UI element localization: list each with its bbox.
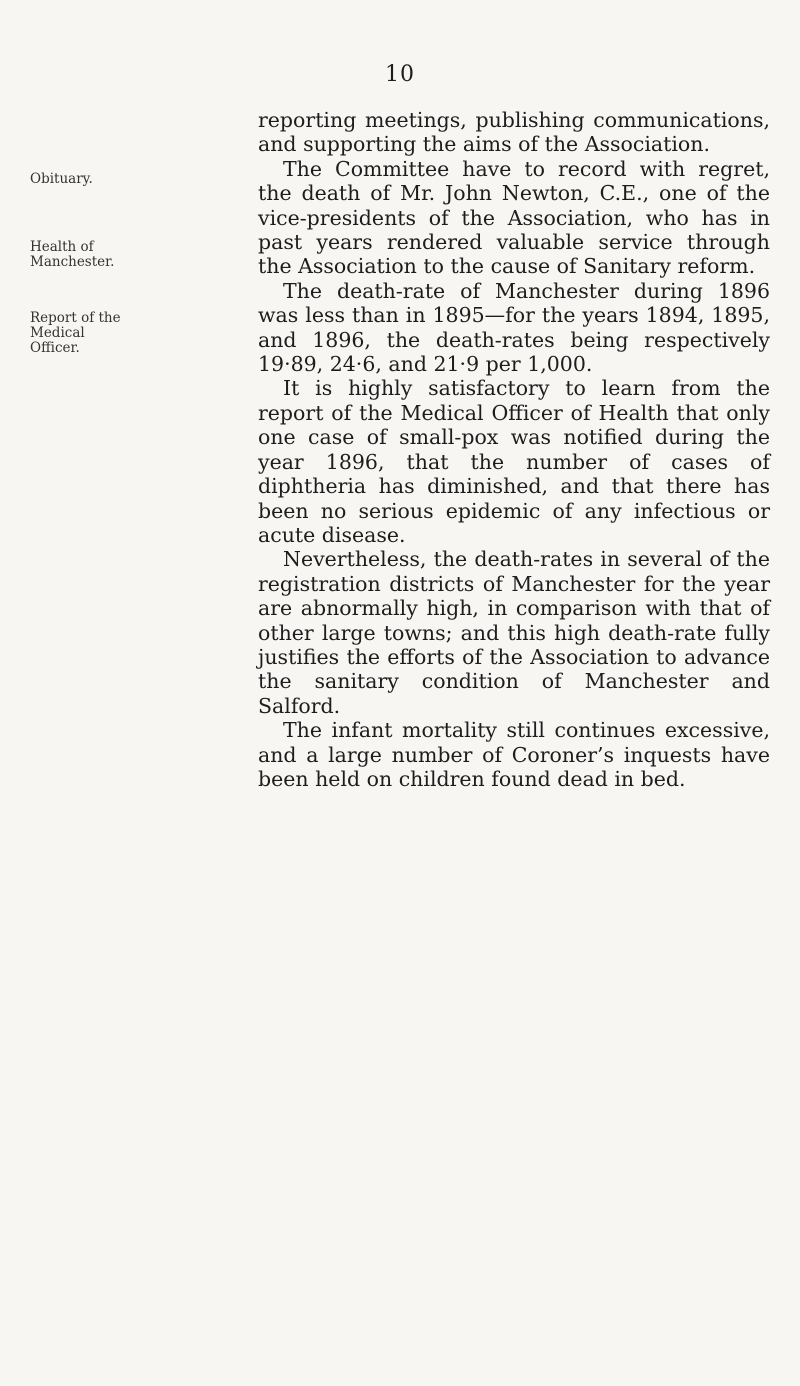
paragraph-continuation: reporting meetings, publishing communications, and supporting the aims of the Association.: [258, 108, 770, 157]
sidenote-report-of-medical-officer: Report of the Medical Officer.: [30, 310, 121, 356]
page-number: 10: [385, 62, 415, 87]
body-text: [258, 108, 770, 791]
paragraph-registration-districts: Nevertheless, the death-rates in several of the registration districts of Manchester for the year are abnormally high, in comparison with that of other large towns; and this high death-rate fully justifies the efforts of the Association to advance the sanitary condition of Manchester and Salford.: [258, 547, 770, 718]
paragraph-death-rate: The death-rate of Manchester during 1896 was less than in 1895—for the years 1894, 1895, and 1896, the death-rates being respectively 19·89, 24·6, and 21·9 per 1,000.: [258, 278, 770, 377]
paragraph-medical-officer-report: It is highly satisfactory to learn from the report of the Medical Officer of Health that only one case of small-pox was notified during the year 1896, that the number of cases of diphtheria has diminished, and that there has been no serious epidemic of any infectious or acute disease.: [258, 376, 770, 547]
paragraph-infant-mortality: The infant mortality still continues excessive, and a large number of Coroner’s inquests have been held on children found dead in bed.: [258, 718, 770, 791]
sidenote-health-of-manchester: Health of Manchester.: [30, 239, 115, 270]
sidenote-obituary: Obituary.: [30, 171, 93, 187]
paragraph-obituary: The Committee have to record with regret, the death of Mr. John Newton, C.E., one of the vice-presidents of the Association, who has in past years rendered valuable service through the Association to the cause of Sanitary reform.: [258, 156, 770, 279]
